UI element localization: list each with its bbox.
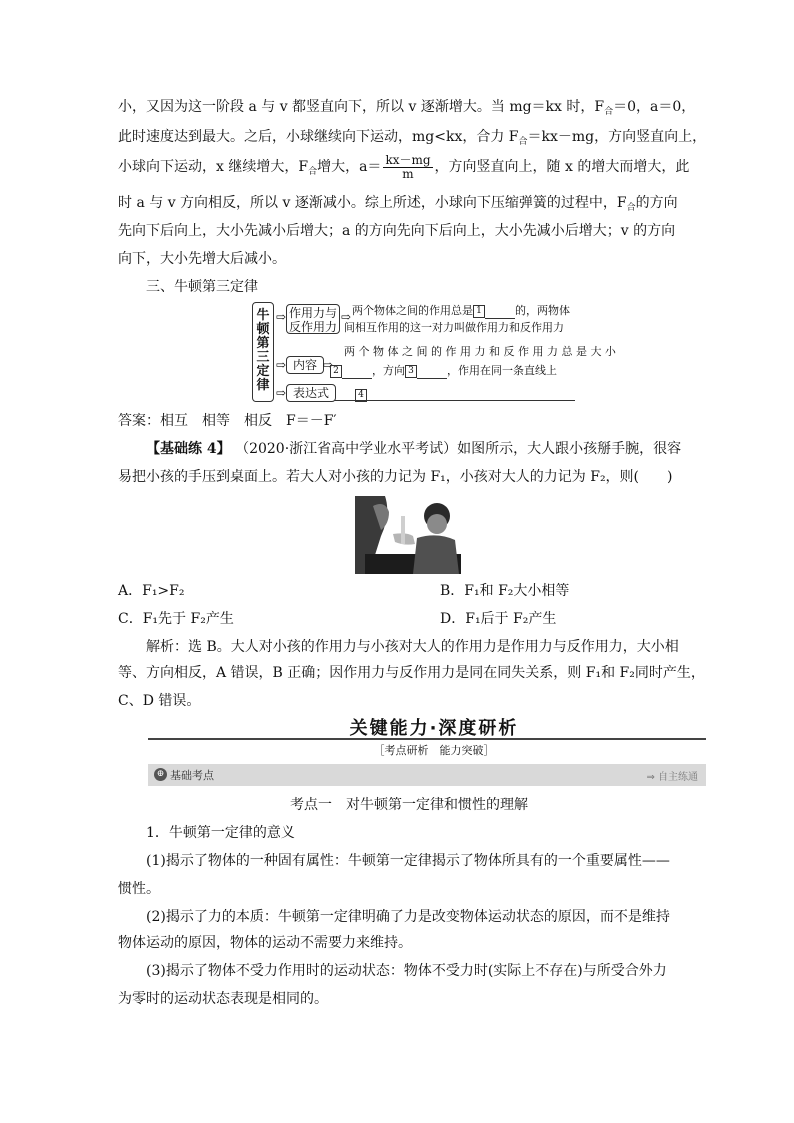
exercise-line: 易把小孩的手压到桌面上。若大人对小孩的力记为 F₁，小孩对大人的力记为 F₂，则( ) xyxy=(118,469,673,485)
arrow-icon: ⇨ xyxy=(276,358,287,372)
fraction: $\frac{kx-mg}{m}$ xyxy=(385,152,431,181)
diagram-text: 两个物体之间的作用总是 1 的，两物体 xyxy=(352,304,570,317)
paragraph-line: 小球向下运动，x 继续增大，$F_合$增大，a＝ $\frac{kx-mg}{m}$ ，方向竖直向上，随 x 的增大而增大，此 xyxy=(118,152,690,181)
analysis-line: C、D 错误。 xyxy=(118,693,201,709)
diagram-box-expression: 表达式 xyxy=(286,384,336,402)
topic-paragraph: (3)揭示了物体不受力作用时的运动状态：物体不受力时(实际上不存在)与所受合外力 xyxy=(146,963,667,979)
topic-heading: 1．牛顿第一定律的意义 xyxy=(146,825,295,841)
banner-divider xyxy=(148,738,706,740)
diagram-text: 间相互作用的这一对力叫做作用力和反作用力 xyxy=(344,321,564,334)
paragraph-line: 此时速度达到最大。之后，小球继续向下运动，mg<kx，合力 $F_合=kx-mg$，方向竖直向上， xyxy=(118,129,707,147)
topic-icon: ⊕ xyxy=(154,768,167,781)
topic-paragraph: (2)揭示了力的本质：牛顿第一定律明确了力是改变物体运动状态的原因，而不是维持 xyxy=(146,909,670,925)
topic-paragraph: 物体运动的原因，物体的运动不需要力来维持。 xyxy=(118,935,412,951)
self-practice-link[interactable]: ⇒ 自主练通 xyxy=(646,772,698,783)
analysis-line: 解析：选 B。大人对小孩的作用力与小孩对大人的作用力是作用力与反作用力，大小相 xyxy=(146,639,679,655)
topic-title: 考点一 对牛顿第一定律和惯性的理解 xyxy=(290,797,528,813)
topic-paragraph: (1)揭示了物体的一种固有属性：牛顿第一定律揭示了物体所具有的一个重要属性—— xyxy=(146,853,670,869)
paragraph-line: 小，又因为这一阶段 a 与 v 都竖直向下，所以 v 逐渐增大。当 mg＝kx 时，$F_合=0$，a＝0， xyxy=(118,99,696,117)
diagram-text: 2 ，方向 3 ，作用在同一条直线上 xyxy=(330,362,557,379)
topic-paragraph: 为零时的运动状态表现是相同的。 xyxy=(118,991,328,1007)
section-banner-subtitle: ［考点研析 能力突破］ xyxy=(373,744,495,757)
section-banner-title: 关键能力·深度研析 xyxy=(349,718,519,739)
option-d: D．F₁后于 F₂产生 xyxy=(440,611,557,627)
section-heading: 三、牛顿第三定律 xyxy=(146,279,258,295)
arm-wrestling-photo xyxy=(355,496,461,574)
option-b: B．F₁和 F₂大小相等 xyxy=(440,583,570,599)
diagram-vertical-label: 牛 顿 第 三 定 律 xyxy=(252,302,274,402)
diagram-box-content: 内容 xyxy=(286,356,324,374)
option-c: C．F₁先于 F₂产生 xyxy=(118,611,234,627)
arrow-icon: ⇨ xyxy=(323,358,334,372)
basic-topic-bar xyxy=(148,764,706,786)
option-a: A．F₁>F₂ xyxy=(118,583,185,599)
paragraph-line: 先向下后向上，大小先减小后增大；a 的方向先向下后向上，大小先减小后增大；v 的方向 xyxy=(118,223,676,239)
exercise-line: 【基础练 4】 （2020·浙江省高中学业水平考试）如图所示，大人跟小孩掰手腕，很容 xyxy=(146,441,682,457)
paragraph-line: 时 a 与 v 方向相反，所以 v 逐渐减小。综上所述，小球向下压缩弹簧的过程中，$F_合$的方向 xyxy=(118,195,678,213)
arrow-icon: ⇨ xyxy=(341,310,352,324)
arrow-icon: ⇨ xyxy=(276,310,287,324)
analysis-line: 等、方向相反，A 错误，B 正确；因作用力与反作用力是同在同失关系，则 F₁和 F₂同时产生， xyxy=(118,665,705,681)
arrow-icon: ⇨ xyxy=(276,386,287,400)
diagram-line: 4 xyxy=(335,387,575,401)
answer: 答案：相互 相等 相反 F＝－F′ xyxy=(118,413,337,429)
topic-paragraph: 惯性。 xyxy=(118,881,160,897)
paragraph-line: 向下，大小先增大后减小。 xyxy=(118,251,286,267)
bar-label: 基础考点 xyxy=(170,769,214,782)
newton-third-law-diagram xyxy=(252,302,616,402)
diagram-box-action-reaction: 作用力与 反作用力 xyxy=(286,304,340,334)
diagram-text: 两 个 物 体 之 间 的 作 用 力 和 反 作 用 力 总 是 大 小 xyxy=(344,345,616,358)
